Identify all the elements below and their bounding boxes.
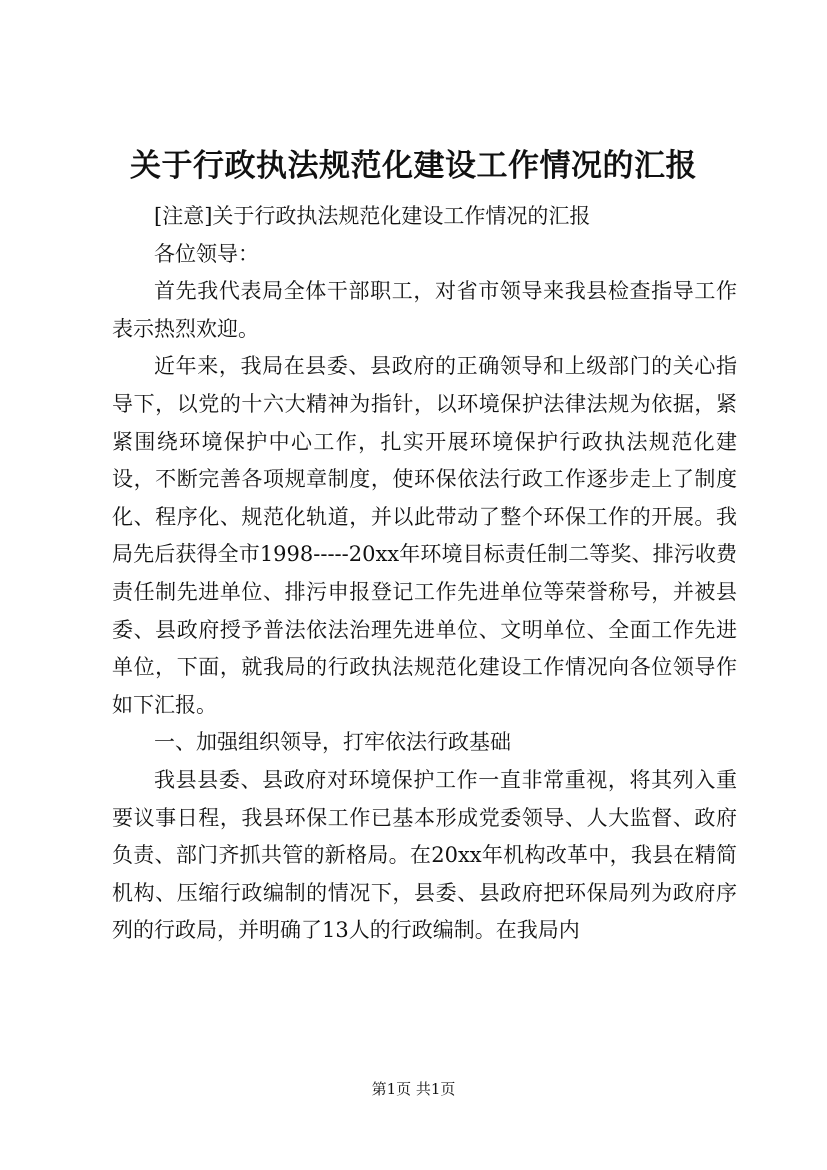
paragraph-overview: 近年来，我局在县委、县政府的正确领导和上级部门的关心指导下，以党的十六大精神为指针，以环境保护法律法规为依据，紧紧围绕环境保护中心工作，扎实开展环境保护行政执法规范化建设，不断完善各项规章制度，使环保依法行政工作逐步走上了制度化、程序化、规范化轨道，并以此带动了整个环保工作的开展。我局先后获得全市1998-----20xx年环境目标责任制二等奖、排污收费责任制先进单位、排污申报登记工作先进单位等荣誉称号，并被县委、县政府授予普法依法治理先进单位、文明单位、全面工作先进单位，下面，就我局的行政执法规范化建设工作情况向各位领导作如下汇报。 (112, 354, 737, 717)
paragraph-section-1: 我县县委、县政府对环境保护工作一直非常重视，将其列入重要议事日程，我县环保工作已基本形成党委领导、人大监督、政府负责、部门齐抓共管的新格局。在20xx年机构改革中，我县在精简机构、压缩行政编制的情况下，县委、县政府把环保局列为政府序列的行政局，并明确了13人的行政编制。在我局内 (112, 767, 737, 943)
document-body (112, 198, 737, 950)
document-title: 关于行政执法规范化建设工作情况的汇报 (130, 148, 697, 184)
page-footer: 第1页 共1页 (371, 1080, 456, 1098)
paragraph-welcome: 首先我代表局全体干部职工，对省市领导来我县检查指导工作表示热烈欢迎。 (112, 279, 737, 341)
paragraph-note: [注意]关于行政执法规范化建设工作情况的汇报 (154, 204, 591, 228)
section-heading-1: 一、加强组织领导，打牢依法行政基础 (154, 730, 511, 755)
paragraph-salutation: 各位领导： (154, 241, 259, 266)
